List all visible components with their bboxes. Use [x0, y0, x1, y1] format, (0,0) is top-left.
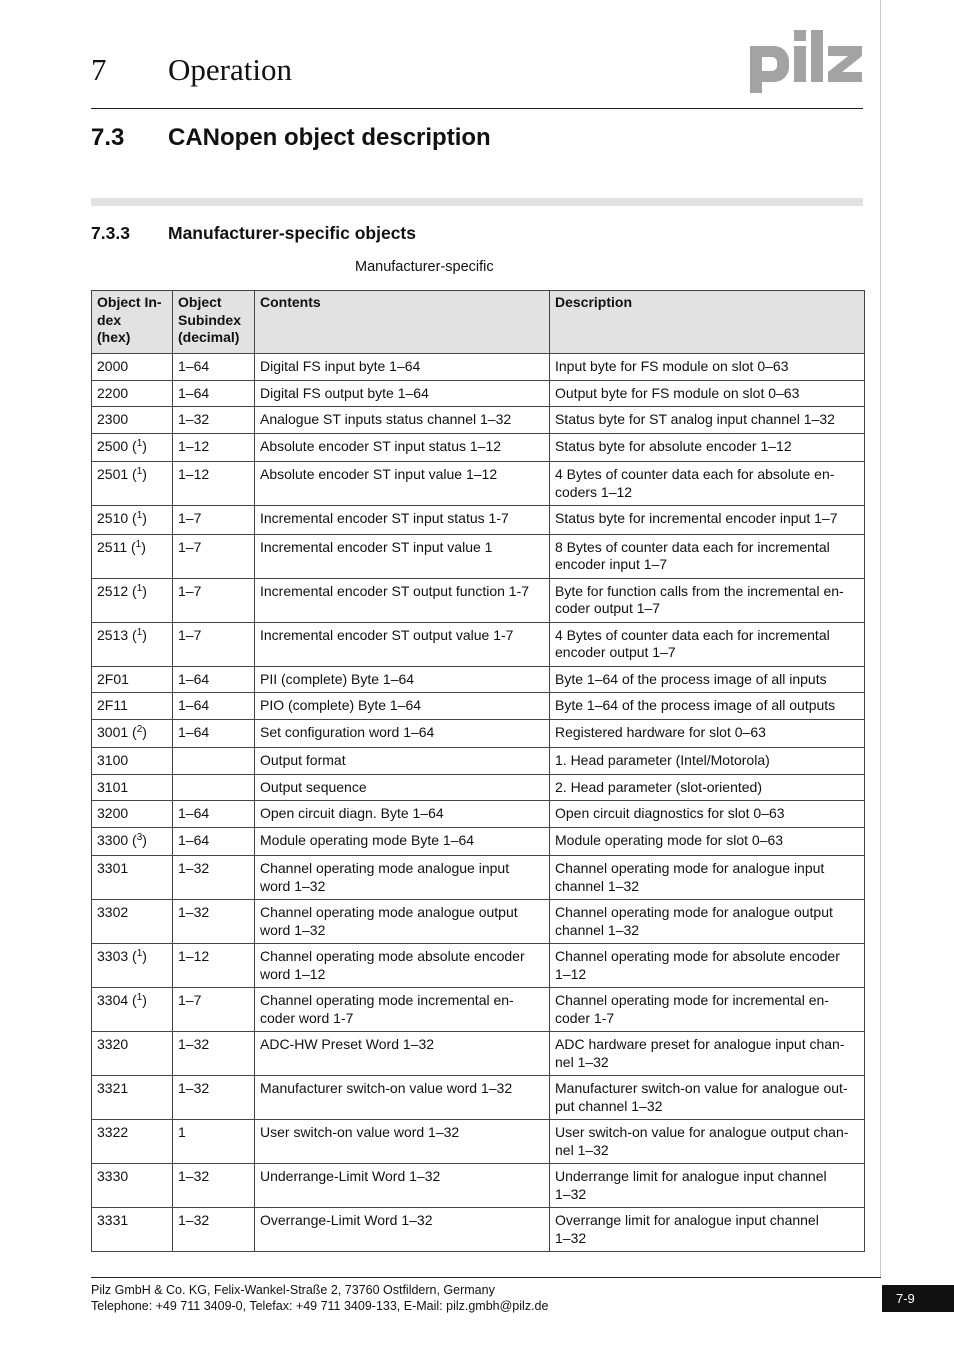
- cell-object-subindex: 1–32: [173, 1032, 255, 1076]
- table-row: [92, 666, 865, 693]
- pilz-logo: [748, 30, 864, 99]
- cell-contents: PII (complete) Byte 1–64: [255, 666, 550, 693]
- col-header-contents: Contents: [255, 291, 550, 354]
- table-row: [92, 827, 865, 856]
- chapter-title: Operation: [168, 52, 292, 87]
- table-row: [92, 944, 865, 988]
- cell-description: 4 Bytes of counter data each for absolute en- coders 1–12: [550, 462, 865, 506]
- page-number: 7-9: [882, 1285, 954, 1312]
- cell-contents: Digital FS input byte 1–64: [255, 354, 550, 381]
- cell-contents: Incremental encoder ST input value 1: [255, 534, 550, 578]
- section-divider-bar: [91, 198, 863, 206]
- section-number: 7.3: [91, 124, 125, 151]
- cell-object-subindex: 1–32: [173, 856, 255, 900]
- cell-description: Status byte for ST analog input channel 1–32: [550, 407, 865, 434]
- footnote-ref: 1: [136, 626, 143, 638]
- table-row: [92, 801, 865, 828]
- cell-object-subindex: [173, 748, 255, 775]
- cell-contents: User switch-on value word 1–32: [255, 1120, 550, 1164]
- table-row: [92, 1032, 865, 1076]
- cell-object-index: 3320: [92, 1032, 173, 1076]
- table-row: [92, 534, 865, 578]
- col-header-description: Description: [550, 291, 865, 354]
- cell-description: ADC hardware preset for analogue input chan- nel 1–32: [550, 1032, 865, 1076]
- table-row: [92, 407, 865, 434]
- cell-object-index: 2F11: [92, 693, 173, 720]
- cell-contents: Overrange-Limit Word 1–32: [255, 1208, 550, 1252]
- cell-contents: Channel operating mode absolute encoder word 1–12: [255, 944, 550, 988]
- cell-contents: Digital FS output byte 1–64: [255, 380, 550, 407]
- table-row: [92, 622, 865, 666]
- table-row: [92, 433, 865, 462]
- cell-object-index: 3302: [92, 900, 173, 944]
- cell-description: Status byte for absolute encoder 1–12: [550, 433, 865, 462]
- footnote-ref: 1: [136, 948, 143, 959]
- cell-object-subindex: 1–32: [173, 900, 255, 944]
- cell-description: Byte 1–64 of the process image of all inputs: [550, 666, 865, 693]
- cell-object-subindex: 1–64: [173, 801, 255, 828]
- cell-contents: Absolute encoder ST input status 1–12: [255, 433, 550, 462]
- cell-description: Registered hardware for slot 0–63: [550, 719, 865, 748]
- cell-contents: Channel operating mode incremental en- coder word 1-7: [255, 988, 550, 1032]
- table-row: [92, 774, 865, 801]
- cell-object-index: 3100: [92, 748, 173, 775]
- cell-contents: Module operating mode Byte 1–64: [255, 827, 550, 856]
- table-caption: Manufacturer-specific: [355, 259, 494, 275]
- cell-object-index: 2000: [92, 354, 173, 381]
- cell-contents: Output sequence: [255, 774, 550, 801]
- cell-object-index: 2200: [92, 380, 173, 407]
- cell-object-subindex: 1–64: [173, 693, 255, 720]
- col-header-object-subindex: Object Subindex (decimal): [173, 291, 255, 354]
- cell-object-subindex: 1–64: [173, 666, 255, 693]
- section-title: CANopen object description: [168, 124, 491, 151]
- cell-object-subindex: 1–32: [173, 407, 255, 434]
- cell-object-subindex: 1–64: [173, 719, 255, 748]
- footnote-ref: 2: [136, 723, 143, 735]
- cell-object-subindex: 1–7: [173, 988, 255, 1032]
- cell-object-subindex: 1–32: [173, 1164, 255, 1208]
- table-row: [92, 462, 865, 506]
- cell-description: Underrange limit for analogue input channel 1–32: [550, 1164, 865, 1208]
- table-row: [92, 988, 865, 1032]
- cell-object-subindex: 1–32: [173, 1208, 255, 1252]
- footer-address: Pilz GmbH & Co. KG, Felix-Wankel-Straße 2, 73760 Ostfildern, Germany: [91, 1283, 495, 1297]
- cell-description: Channel operating mode for incremental en- coder 1-7: [550, 988, 865, 1032]
- cell-object-subindex: 1: [173, 1120, 255, 1164]
- footnote-ref: 1: [136, 466, 143, 477]
- cell-contents: Channel operating mode analogue output word 1–32: [255, 900, 550, 944]
- cell-description: Open circuit diagnostics for slot 0–63: [550, 801, 865, 828]
- cell-object-subindex: 1–7: [173, 578, 255, 622]
- cell-object-index: 2513 ($^1$): [92, 622, 173, 666]
- subsection-number: 7.3.3: [91, 223, 130, 243]
- header-rule: [91, 108, 863, 109]
- cell-contents: Set configuration word 1–64: [255, 719, 550, 748]
- cell-description: Module operating mode for slot 0–63: [550, 827, 865, 856]
- cell-description: Byte for function calls from the incremental en- coder output 1–7: [550, 578, 865, 622]
- table-header-row: [92, 291, 865, 354]
- cell-object-subindex: 1–12: [173, 462, 255, 506]
- cell-description: Status byte for incremental encoder input 1–7: [550, 506, 865, 535]
- cell-contents: Channel operating mode analogue input word 1–32: [255, 856, 550, 900]
- cell-object-subindex: 1–7: [173, 534, 255, 578]
- cell-description: 1. Head parameter (Intel/Motorola): [550, 748, 865, 775]
- subsection-title: Manufacturer-specific objects: [168, 223, 416, 243]
- footer-contact: Telephone: +49 711 3409-0, Telefax: +49 711 3409-133, E-Mail: pilz.gmbh@pilz.de: [91, 1299, 549, 1313]
- cell-description: 4 Bytes of counter data each for incremental encoder output 1–7: [550, 622, 865, 666]
- cell-object-index: 3330: [92, 1164, 173, 1208]
- cell-object-subindex: [173, 774, 255, 801]
- pilz-logo-graphic: [748, 30, 864, 94]
- cell-contents: Analogue ST inputs status channel 1–32: [255, 407, 550, 434]
- table-row: [92, 856, 865, 900]
- cell-object-index: 3331: [92, 1208, 173, 1252]
- cell-description: Overrange limit for analogue input channel 1–32: [550, 1208, 865, 1252]
- cell-object-index: 3321: [92, 1076, 173, 1120]
- cell-description: Channel operating mode for analogue input channel 1–32: [550, 856, 865, 900]
- table-row: [92, 1120, 865, 1164]
- table-row: [92, 1208, 865, 1252]
- cell-contents: Incremental encoder ST input status 1-7: [255, 506, 550, 535]
- cell-contents: ADC-HW Preset Word 1–32: [255, 1032, 550, 1076]
- cell-contents: Underrange-Limit Word 1–32: [255, 1164, 550, 1208]
- cell-object-subindex: 1–64: [173, 354, 255, 381]
- cell-object-subindex: 1–7: [173, 622, 255, 666]
- table-row: [92, 900, 865, 944]
- cell-description: Byte 1–64 of the process image of all outputs: [550, 693, 865, 720]
- cell-object-index: 3101: [92, 774, 173, 801]
- cell-description: Output byte for FS module on slot 0–63: [550, 380, 865, 407]
- cell-object-subindex: 1–32: [173, 1076, 255, 1120]
- cell-contents: Incremental encoder ST output value 1-7: [255, 622, 550, 666]
- table-row: [92, 719, 865, 748]
- cell-contents: Output format: [255, 748, 550, 775]
- cell-object-index: 2500 ($^1$): [92, 433, 173, 462]
- table-row: [92, 1164, 865, 1208]
- cell-description: Input byte for FS module on slot 0–63: [550, 354, 865, 381]
- footnote-ref: 1: [136, 510, 143, 521]
- table-row: [92, 748, 865, 775]
- table-row: [92, 578, 865, 622]
- footnote-ref: 1: [135, 538, 142, 550]
- cell-object-subindex: 1–12: [173, 433, 255, 462]
- cell-contents: Open circuit diagn. Byte 1–64: [255, 801, 550, 828]
- table-row: [92, 506, 865, 535]
- page-edge-rule: [880, 0, 881, 1278]
- table-row: [92, 380, 865, 407]
- cell-contents: Incremental encoder ST output function 1-7: [255, 578, 550, 622]
- footnote-ref: 1: [136, 437, 143, 449]
- cell-contents: PIO (complete) Byte 1–64: [255, 693, 550, 720]
- col-header-object-index: Object In- dex (hex): [92, 291, 173, 354]
- cell-object-index: 2501 ($^1$): [92, 462, 173, 506]
- cell-object-subindex: 1–7: [173, 506, 255, 535]
- chapter-number: 7: [91, 52, 107, 87]
- cell-object-subindex: 1–64: [173, 827, 255, 856]
- objects-table: [91, 290, 865, 1252]
- footnote-ref: 1: [136, 582, 143, 594]
- cell-description: User switch-on value for analogue output chan- nel 1–32: [550, 1120, 865, 1164]
- cell-object-index: 2F01: [92, 666, 173, 693]
- cell-contents: Manufacturer switch-on value word 1–32: [255, 1076, 550, 1120]
- cell-object-index: 3301: [92, 856, 173, 900]
- cell-description: 8 Bytes of counter data each for incremental encoder input 1–7: [550, 534, 865, 578]
- cell-object-index: 2300: [92, 407, 173, 434]
- table-row: [92, 354, 865, 381]
- cell-object-index: 2512 ($^1$): [92, 578, 173, 622]
- cell-object-subindex: 1–12: [173, 944, 255, 988]
- cell-description: 2. Head parameter (slot-oriented): [550, 774, 865, 801]
- cell-object-index: 3300 ($^3$): [92, 827, 173, 856]
- cell-object-index: 3304 ($^1$): [92, 988, 173, 1032]
- cell-object-index: 3200: [92, 801, 173, 828]
- cell-object-subindex: 1–64: [173, 380, 255, 407]
- footer-rule: [91, 1277, 881, 1278]
- cell-contents: Absolute encoder ST input value 1–12: [255, 462, 550, 506]
- cell-description: Channel operating mode for analogue output channel 1–32: [550, 900, 865, 944]
- cell-object-index: 3001 ($^2$): [92, 719, 173, 748]
- cell-object-index: 2510 ($^1$): [92, 506, 173, 535]
- cell-object-index: 2511 ($^1$): [92, 534, 173, 578]
- table-row: [92, 693, 865, 720]
- cell-description: Manufacturer switch-on value for analogue out- put channel 1–32: [550, 1076, 865, 1120]
- cell-object-index: 3303 ($^1$): [92, 944, 173, 988]
- footnote-ref: 3: [136, 831, 143, 843]
- table-row: [92, 1076, 865, 1120]
- cell-description: Channel operating mode for absolute encoder 1–12: [550, 944, 865, 988]
- footnote-ref: 1: [136, 992, 143, 1003]
- cell-object-index: 3322: [92, 1120, 173, 1164]
